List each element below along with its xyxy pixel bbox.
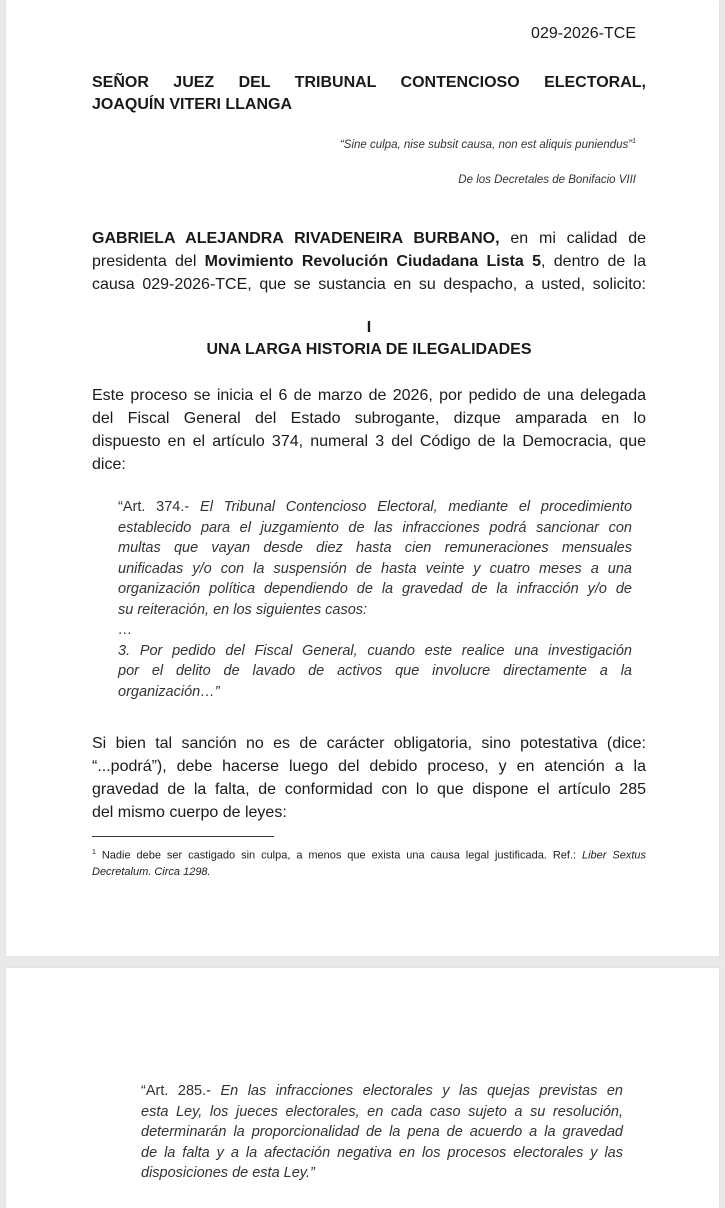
q1-open-quote-art: “Art. 374.- [118,499,190,515]
p1-line: del Fiscal General del Estado subrogante, dizque amparada en lo [92,410,646,427]
paragraph-1 [92,384,646,476]
q2-line: esta Ley, los jueces electorales, en cada caso sujeto a su resolución, [141,1103,623,1120]
addressee [92,72,646,116]
document-page-2 [6,968,719,1208]
quote-art-374 [118,497,632,702]
q1-line: su reiteración, en los siguientes casos: [118,601,368,618]
q1-line: unificadas y/o con la suspensión de hasta veinte y cuatro meses a una [118,560,632,577]
paragraph-2 [92,732,646,824]
section-title: UNA LARGA HISTORIA DE ILEGALIDADES [206,341,532,358]
p2-line: gravedad de la falta, de conformidad con lo que dispone el artículo 285 [92,781,646,798]
footnote-line-1 [92,845,646,864]
q1-line: 3. Por pedido del Fiscal General, cuando este realice una investigación [118,642,632,659]
p1-line: dispuesto en el artículo 374, numeral 3 del Código de la Democracia, que [92,433,646,450]
intro-text-2: presidenta del [92,253,205,270]
intro-text-3: , dentro de la [541,253,646,270]
epigraph-text: “Sine culpa, nise subsit causa, non est aliquis puniendus” [339,138,633,151]
movement-name: Movimiento Revolución Ciudadana Lista 5 [204,253,542,270]
q1-line: por el delito de lavado de activos que involucre directamente a la [118,663,632,679]
q1-line: … [118,622,133,638]
p1-line: Este proceso se inicia el 6 de marzo de 2026, por pedido de una delegada [92,387,646,404]
q2-line: de la falta y a la afectación negativa en los procesos electorales y las [141,1144,623,1161]
q2-line: determinarán la proporcionalidad de la pena de acuerdo a la gravedad [141,1124,623,1140]
footnote-ref-2: Decretalum. Circa 1298. [92,865,211,878]
case-reference: 029-2026-TCE [531,25,636,42]
footnote [92,845,646,880]
intro-text-1: en mi calidad de [499,230,646,247]
q1-line: establecido para el juzgamiento de las infracciones podrá sancionar con [118,519,632,536]
p2-line: Si bien tal sanción no es de carácter obligatoria, sino potestativa (dice: [92,735,646,752]
quote-art-285 [141,1081,623,1184]
footnote-number: 1 [92,849,96,856]
footnote-ref-1: Liber Sextus [581,849,646,862]
epigraph-source: De los Decretales de Bonifacio VIII [458,174,636,186]
intro-line-1 [92,227,646,250]
q2-text: En las infracciones electorales y las quejas previstas en [210,1083,623,1099]
p2-line: del mismo cuerpo de leyes: [92,804,287,821]
q1-line: organización…” [118,683,220,700]
footnote-divider [92,836,274,837]
footnote-marker: 1 [632,138,636,145]
intro-line-3: causa 029-2026-TCE, que se sustancia en su despacho, a usted, solicito: [92,276,646,293]
p2-line: “...podrá”), debe hacerse luego del debido proceso, y en atención a la [92,758,646,775]
q1-text: El Tribunal Contencioso Electoral, mediante el procedimiento [189,499,633,515]
petitioner-name: GABRIELA ALEJANDRA RIVADENEIRA BURBANO, [92,230,500,247]
document-page-1 [6,0,719,956]
q2-open-quote-art: “Art. 285.- [141,1083,211,1099]
intro-paragraph [92,227,646,296]
epigraph-quote [340,138,636,151]
section-heading [92,317,646,361]
p1-line: dice: [92,456,126,473]
q1-line: organización política dependiendo de la gravedad de la infracción y/o de [118,581,632,597]
q2-line [141,1081,623,1102]
addressee-line-1: SEÑOR JUEZ DEL TRIBUNAL CONTENCIOSO ELECTORAL, [92,74,646,91]
addressee-line-2: JOAQUÍN VITERI LLANGA [92,96,293,113]
intro-line-2 [92,250,646,273]
section-number: I [366,319,372,336]
q2-line: disposiciones de esta Ley.” [141,1165,315,1181]
q1-line: multas que vayan desde diez hasta cien remuneraciones mensuales [118,540,632,556]
footnote-text: Nadie debe ser castigado sin culpa, a menos que exista una causa legal justificada. Ref.: [95,849,582,862]
q1-line [118,497,632,518]
